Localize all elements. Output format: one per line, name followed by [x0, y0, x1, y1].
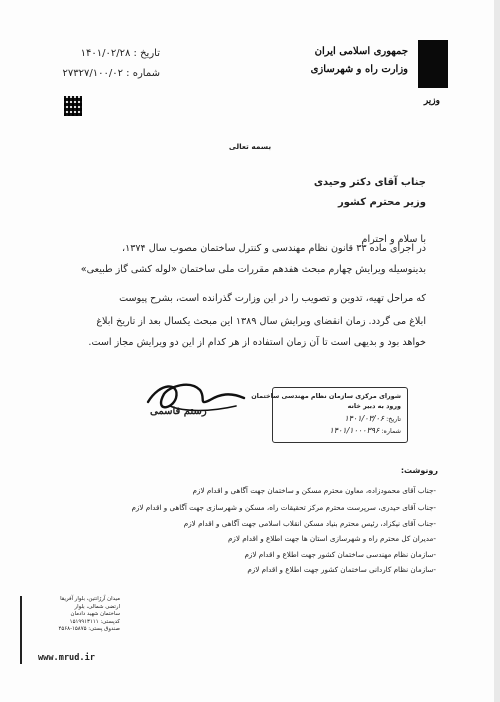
signature-name: رستم قاسمی: [150, 406, 207, 417]
org-line-2: وزارت راه و شهرسازی: [310, 64, 408, 75]
body-line-4: ابلاغ می گردد. زمان انقضای ویرایش سال ۱۳۸۹ این مبحث یکسال بعد از تاریخ ابلاغ: [96, 316, 426, 327]
barcode-icon: [64, 96, 82, 116]
footer-line: ساختمان شهید دادمان: [70, 611, 120, 618]
cc-item: -مدیران کل محترم راه و شهرسازی استان ها جهت اطلاع و اقدام لازم: [227, 534, 436, 543]
stamp-number-label: شماره:: [381, 427, 401, 435]
cc-item: -جناب آقای محمودزاده، معاون محترم مسکن و ساختمان جهت آگاهی و اقدام لازم: [192, 486, 436, 495]
stamp-date-value: ۱۴۰۱/۰۳/۰۶: [344, 414, 385, 423]
date-label: تاریخ :: [133, 48, 160, 59]
cc-item: -سازمان نظام مهندسی ساختمان کشور جهت اطلاع و اقدام لازم: [244, 550, 436, 559]
stamp-date: [344, 414, 401, 423]
letter-date: [30, 48, 160, 59]
footer-url[interactable]: www.mrud.ir: [38, 653, 95, 663]
footer-line: صندوق پستی: ۱۵۸۷۵-۴۵۶۸: [58, 626, 120, 633]
org-line-1: جمهوری اسلامی ایران: [314, 46, 408, 57]
letter-number: [30, 68, 160, 79]
footer-line: ارتضی شمالی، بلوار: [74, 603, 120, 610]
number-label: شماره :: [126, 68, 160, 79]
cc-heading: رونوشت:: [400, 466, 438, 475]
body-line-2: بدینوسیله ویرایش چهارم مبحث هفدهم مقررات ملی ساختمان «لوله کشی گاز طبیعی»: [80, 264, 426, 275]
stamp-line-2: ورود به دبیر خانه: [347, 402, 401, 410]
stamp-line-1: شورای مرکزی سازمان نظام مهندسی ساختمان: [251, 392, 401, 400]
minister-title: وزیر: [423, 96, 440, 106]
redacted-emblem: [418, 40, 448, 88]
body-line-3: که مراحل تهیه، تدوین و تصویب را در این وزارت گذرانده است، بشرح پیوست: [119, 293, 426, 304]
stamp-number-value: ۱۴۰۱/۱۰۰۰۳۹۶: [329, 426, 380, 435]
recipient-title: وزیر محترم کشور: [338, 197, 426, 208]
stamp-date-label: تاریخ:: [386, 415, 401, 423]
cc-item: -جناب آقای نیکزاد، رئیس محترم بنیاد مسکن انقلاب اسلامی جهت آگاهی و اقدام لازم: [183, 519, 436, 528]
receipt-stamp: [251, 387, 408, 443]
footer-divider: [20, 596, 22, 664]
body-line-5: خواهد بود و بدیهی است تا آن زمان استفاده از هر کدام از این دو ویرایش مجاز است.: [88, 337, 426, 348]
date-value: ۱۴۰۱/۰۲/۲۸: [80, 48, 131, 59]
stamp-number: [329, 426, 401, 435]
footer-address: [20, 596, 120, 658]
footer-line: کدپستی: ۱۵۱۹۹۱۳۱۱۱: [69, 618, 120, 625]
recipient-name: جناب آقای دکتر وحیدی: [313, 177, 426, 188]
cc-item: -سازمان نظام کاردانی ساختمان کشور جهت اطلاع و اقدام لازم: [247, 565, 436, 574]
cc-item: -جناب آقای حیدری، سرپرست محترم مرکز تحقیقات راه، مسکن و شهرسازی جهت آگاهی و اقدام لازم: [131, 503, 436, 512]
body-line-1: در اجرای ماده ۳۳ قانون نظام مهندسی و کنترل ساختمان مصوب سال ۱۳۷۴،: [121, 243, 426, 254]
number-value: ۲۷۳۲۷/۱۰۰/۰۲: [62, 68, 123, 79]
scan-edge: [494, 0, 500, 702]
invocation: بسمه تعالی: [228, 142, 272, 151]
greeting: با سلام و احترام: [361, 234, 426, 245]
footer-line: میدان آرژانتین، بلوار آفریقا: [60, 596, 120, 602]
